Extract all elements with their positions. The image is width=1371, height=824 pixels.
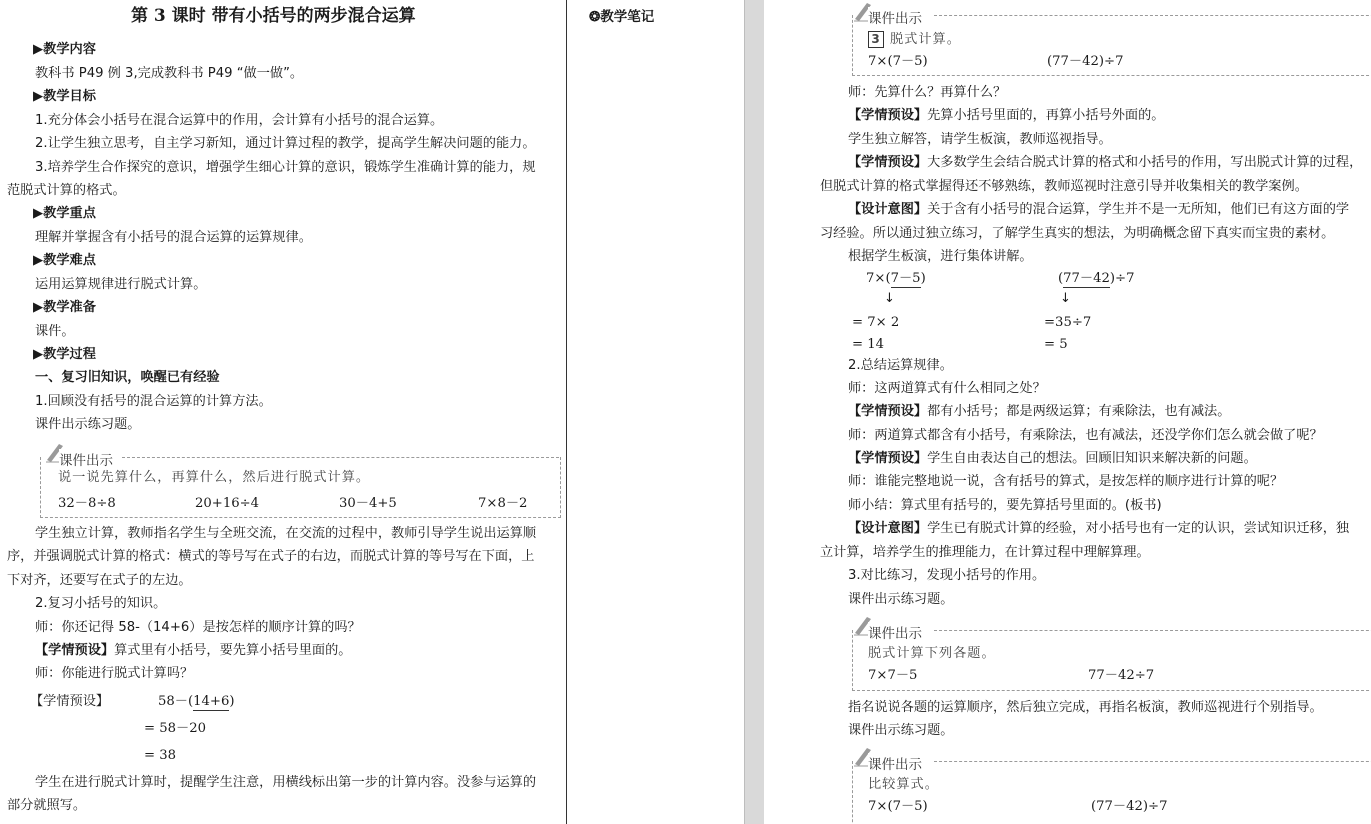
tag-text: 关于含有小括号的混合运算，学生并不是一无所知，他们已有这方面的学 <box>927 202 1350 217</box>
paragraph: 运用运算规律进行脱式计算。 <box>35 277 207 292</box>
exercise: (77－42)÷7 <box>1091 799 1168 814</box>
paragraph: 范脱式计算的格式。 <box>7 183 126 198</box>
exercise: 7×(7－5) <box>868 54 928 69</box>
calc-underlined: 14+6 <box>193 694 230 709</box>
section-heading-key-point: ▶教学重点 <box>33 206 96 221</box>
paragraph: 下对齐，还要写在式子的左边。 <box>7 573 192 588</box>
tag: 【设计意图】 <box>848 202 928 217</box>
paragraph: 学生独立计算，教师指名学生与全班交流，在交流的过程中，教师引导学生说出运算顺 <box>35 526 537 541</box>
exercise: (77－42)÷7 <box>1047 54 1124 69</box>
lesson-title: 第 3 课时 带有小括号的两步混合运算 <box>131 6 416 26</box>
calc-line: =35÷7 <box>1044 315 1092 330</box>
paragraph: 部分就照写。 <box>7 798 87 813</box>
left-page <box>0 0 566 824</box>
calc-part: ) <box>920 271 926 286</box>
part-heading: 一、复习旧知识，唤醒已有经验 <box>35 370 220 385</box>
section-heading-goals: ▶教学目标 <box>33 89 96 104</box>
paragraph: 课件出示练习题。 <box>848 592 954 607</box>
paragraph <box>848 202 1349 218</box>
courseware-label: 课件出示 <box>868 753 926 773</box>
exercise: 7×7－5 <box>868 668 918 683</box>
calc-line: = 14 <box>852 337 885 352</box>
paragraph: 立计算，培养学生的推理能力，在计算过程中理解算理。 <box>820 545 1150 560</box>
paragraph <box>848 521 1349 537</box>
box-rule <box>122 457 559 458</box>
courseware-label: 课件出示 <box>59 449 117 469</box>
calc-part: ) <box>229 694 235 709</box>
calc-line: = 38 <box>144 748 177 763</box>
tag: 【学情预设】 <box>848 155 928 170</box>
courseware-label: 课件出示 <box>868 7 926 27</box>
paragraph: 学生独立解答，请学生板演，教师巡视指导。 <box>848 132 1112 147</box>
calc-line: = 5 <box>1044 337 1068 352</box>
paragraph: 师：先算什么？再算什么？ <box>848 85 1007 100</box>
exercise: 7×8－2 <box>478 496 528 511</box>
calc-part: )÷7 <box>1109 271 1135 286</box>
tag: 【学情预设】 <box>35 643 115 658</box>
paragraph: 1.回顾没有括号的混合运算的计算方法。 <box>35 394 272 409</box>
section-heading-content: ▶教学内容 <box>33 42 96 57</box>
calc-underlined: 7－5 <box>890 271 921 286</box>
calc-line <box>1058 271 1135 287</box>
paragraph: 理解并掌握含有小括号的混合运算的运算规律。 <box>35 230 312 245</box>
exercise: 32－8÷8 <box>58 496 116 511</box>
calc-part: 7×( <box>866 271 891 286</box>
paragraph: 根据学生板演，进行集体讲解。 <box>848 249 1033 264</box>
tag-text: 学生自由表达自己的想法。回顾旧知识来解决新的问题。 <box>927 451 1257 466</box>
paragraph <box>848 155 1362 171</box>
calc-line: = 7× 2 <box>852 315 900 330</box>
page-gap <box>744 0 765 824</box>
paragraph: 师：这两道算式有什么相同之处？ <box>848 381 1046 396</box>
paragraph: 师：两道算式都含有小括号，有乘除法，也有减法，还没学你们怎么就会做了呢？ <box>848 428 1323 443</box>
paragraph <box>848 451 1257 467</box>
paragraph <box>848 404 1230 420</box>
calc-part: ( <box>1058 271 1064 286</box>
box-instruction: 脱式计算下列各题。 <box>868 646 996 661</box>
paragraph: 2.总结运算规律。 <box>848 358 953 373</box>
paragraph: 2.让学生独立思考，自主学习新知，通过计算过程的教学，提高学生解决问题的能力。 <box>35 136 536 151</box>
exercise: 30－4+5 <box>339 496 397 511</box>
tag: 【学情预设】 <box>848 451 928 466</box>
paragraph: 1.充分体会小括号在混合运算中的作用，会计算有小括号的混合运算。 <box>35 113 444 128</box>
paragraph: 2.复习小括号的知识。 <box>35 596 167 611</box>
paragraph: 师：谁能完整地说一说，含有括号的算式，是按怎样的顺序进行计算的呢？ <box>848 474 1284 489</box>
paragraph: 序，并强调脱式计算的格式：横式的等号写在式子的右边，而脱式计算的等号写在下面，上 <box>7 549 535 564</box>
paragraph: 课件出示练习题。 <box>35 417 141 432</box>
section-heading-difficulty: ▶教学难点 <box>33 253 96 268</box>
tag-text: 学生已有脱式计算的经验，对小括号也有一定的认识，尝试知识迁移，独 <box>927 521 1350 536</box>
section-heading-process: ▶教学过程 <box>33 347 96 362</box>
tag: 【设计意图】 <box>848 521 928 536</box>
example-number: 3 <box>868 31 884 48</box>
paragraph: 但脱式计算的格式掌握得还不够熟练，教师巡视时注意引导并收集相关的教学案例。 <box>820 179 1308 194</box>
paragraph: 学生在进行脱式计算时，提醒学生注意，用横线标出第一步的计算内容。没参与运算的 <box>35 775 537 790</box>
section-heading-preparation: ▶教学准备 <box>33 300 96 315</box>
exercise: 77－42÷7 <box>1088 668 1155 683</box>
box-instruction: 比较算式。 <box>868 777 939 792</box>
down-arrow-icon: ↓ <box>1060 291 1071 306</box>
paragraph: 习经验。所以通过独立练习，了解学生真实的想法，为明确概念留下真实而宝贵的素材。 <box>820 226 1335 241</box>
paragraph: 指名说说各题的运算顺序，然后独立完成，再指名板演，教师巡视进行个别指导。 <box>848 700 1323 715</box>
tag-text: 先算小括号里面的，再算小括号外面的。 <box>927 108 1165 123</box>
calc-line: = 58－20 <box>144 721 206 736</box>
paragraph: 教科书 P49 例 3,完成教科书 P49 “做一做”。 <box>35 66 304 81</box>
tag: 【学情预设】 <box>848 108 928 123</box>
tag: 【学情预设】 <box>848 404 928 419</box>
calc-part: 58－( <box>158 694 194 709</box>
exercise: 7×(7－5) <box>868 799 928 814</box>
calc-line <box>158 694 235 710</box>
right-page <box>764 0 1371 824</box>
paragraph <box>35 643 352 659</box>
tag-text: 都有小括号；都是两级运算；有乘除法，也有减法。 <box>927 404 1231 419</box>
tag-text: 大多数学生会结合脱式计算的格式和小括号的作用，写出脱式计算的过程， <box>927 155 1363 170</box>
paragraph: 3.培养学生合作探究的意识，增强学生细心计算的意识，锻炼学生准确计算的能力，规 <box>35 160 536 175</box>
paragraph <box>848 108 1165 124</box>
paragraph: 师小结：算式里有括号的，要先算括号里面的。(板书) <box>848 498 1162 513</box>
paragraph: 课件出示练习题。 <box>848 723 954 738</box>
paragraph: 课件。 <box>35 324 75 339</box>
box-instruction: 说一说先算什么，再算什么，然后进行脱式计算。 <box>58 470 371 485</box>
courseware-label: 课件出示 <box>868 622 926 642</box>
box-instruction <box>868 31 961 48</box>
box-rule <box>934 630 1371 631</box>
box-instruction-text: 脱式计算。 <box>890 32 961 47</box>
tag-text: 算式里有小括号，要先算小括号里面的。 <box>114 643 352 658</box>
box-rule <box>934 15 1371 16</box>
paragraph: 师：你能进行脱式计算吗？ <box>35 666 194 681</box>
paragraph: 师：你还记得 58-（14+6）是按怎样的顺序计算的吗？ <box>35 620 361 635</box>
down-arrow-icon: ↓ <box>884 291 895 306</box>
notes-heading: ❂教学笔记 <box>589 9 655 25</box>
paragraph: 3.对比练习，发现小括号的作用。 <box>848 568 1046 583</box>
box-rule <box>934 761 1371 762</box>
calc-tag: 【学情预设】 <box>30 694 110 709</box>
notes-column <box>567 0 744 824</box>
calc-line <box>866 271 926 287</box>
exercise: 20+16÷4 <box>195 496 260 511</box>
calc-underlined: 77－42 <box>1063 271 1110 286</box>
